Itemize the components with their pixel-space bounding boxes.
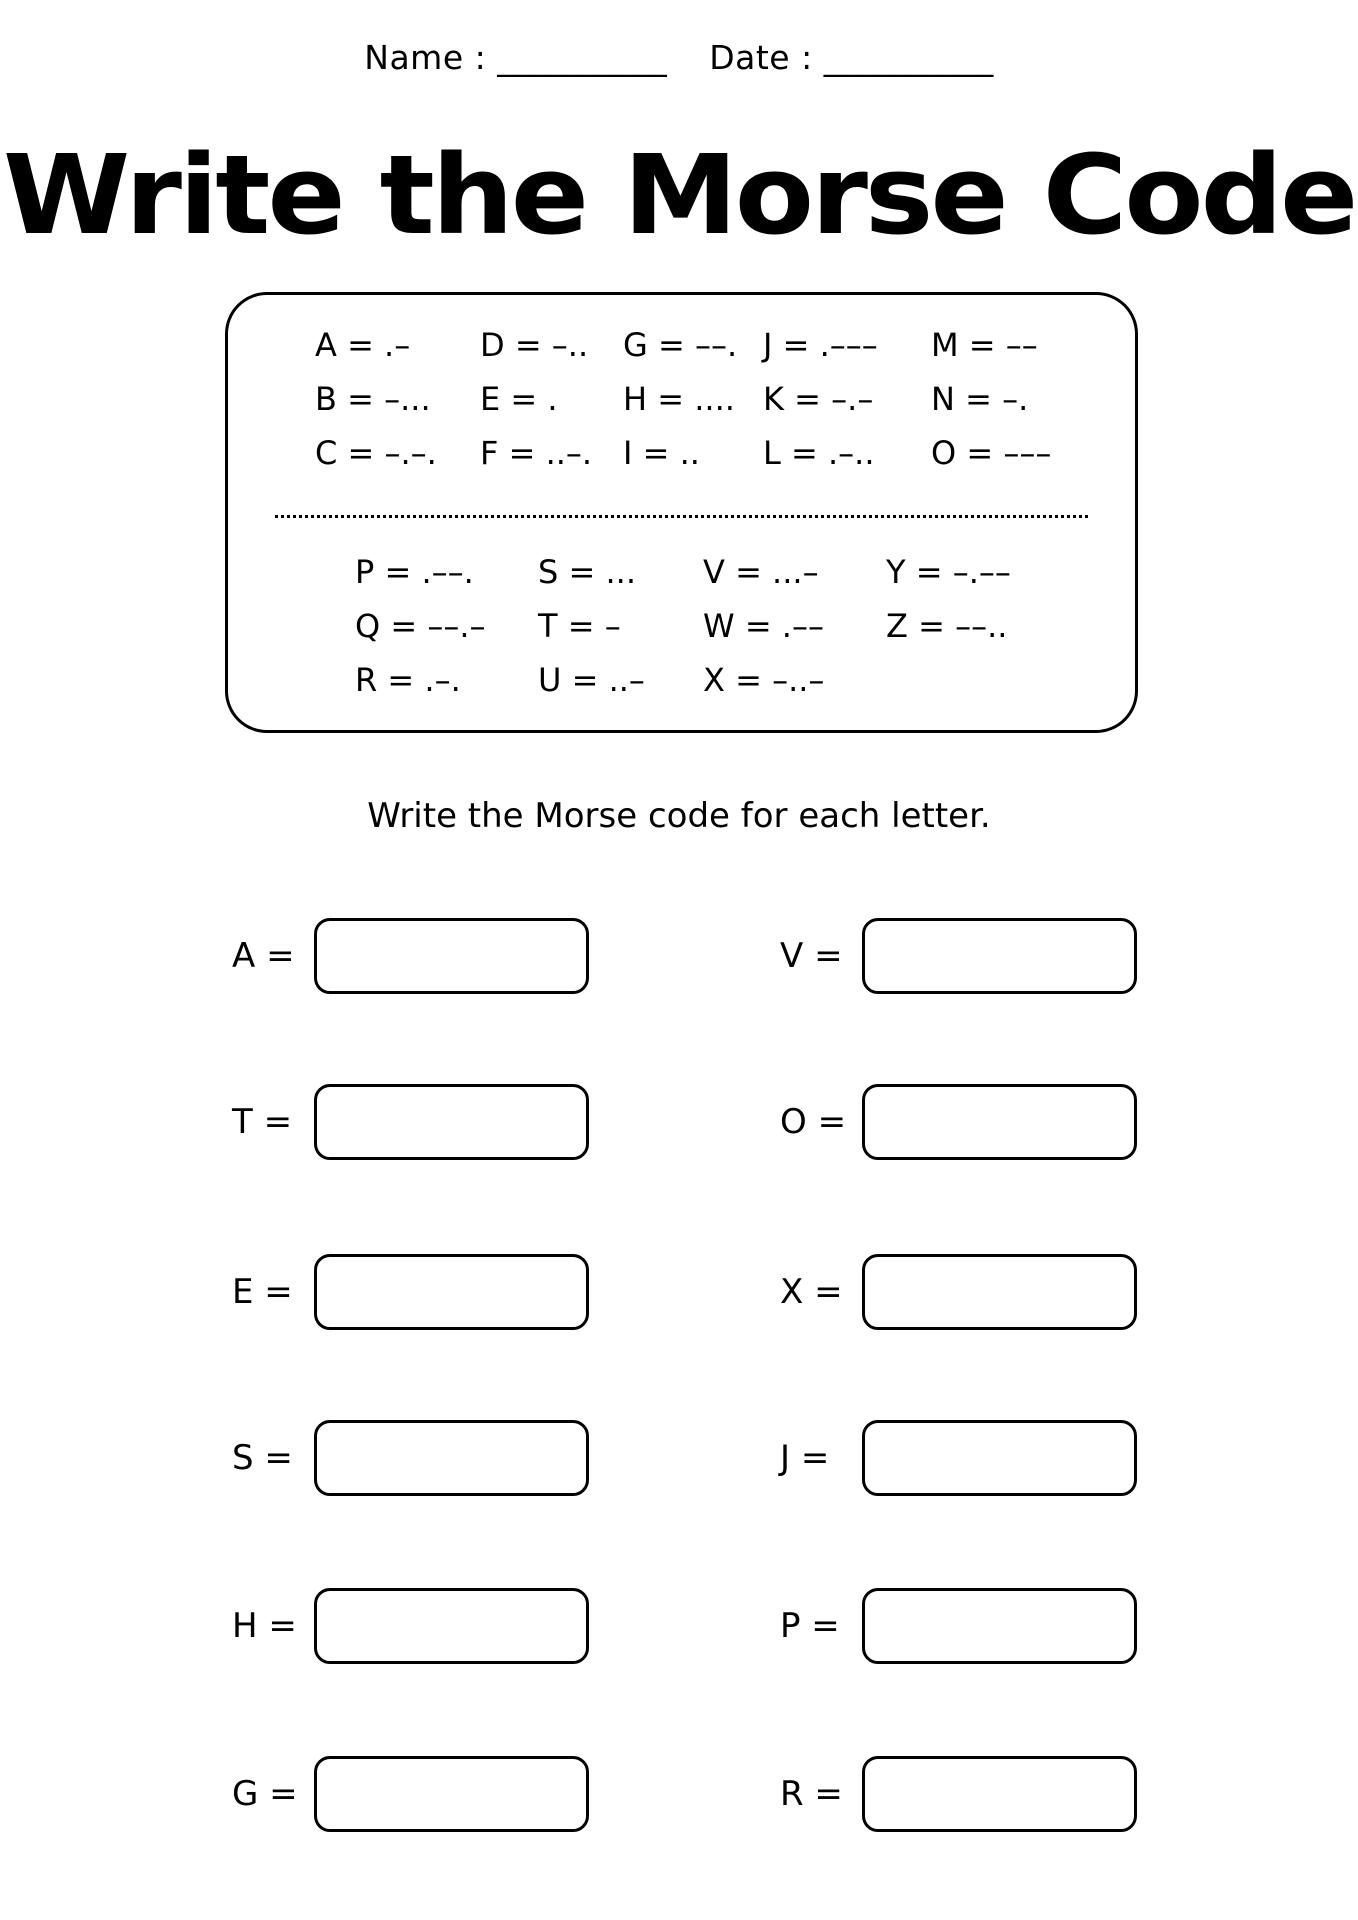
answer-box[interactable] (862, 1756, 1137, 1832)
exercise-item (232, 1588, 682, 1664)
chart-row (228, 374, 1135, 424)
exercise-label: P = (780, 1606, 840, 1646)
exercise-label: S = (232, 1438, 293, 1478)
chart-row (228, 601, 1135, 651)
chart-entry: W = .–– (703, 607, 824, 645)
exercise-item (232, 1254, 682, 1330)
chart-row (228, 428, 1135, 478)
chart-entry: P = .––. (355, 553, 474, 591)
answer-box[interactable] (862, 1420, 1137, 1496)
exercise-label: X = (780, 1272, 843, 1312)
exercise-item (780, 918, 1230, 994)
answer-box[interactable] (314, 1420, 589, 1496)
chart-entry: U = ..– (538, 661, 645, 699)
chart-entry: N = –. (931, 380, 1029, 418)
morse-reference-chart (225, 292, 1138, 733)
date-blank[interactable]: __________ (823, 38, 994, 77)
exercise-item (780, 1254, 1230, 1330)
instruction-text: Write the Morse code for each letter. (367, 796, 991, 836)
exercise-label: A = (232, 936, 295, 976)
dotted-divider (275, 515, 1088, 518)
chart-entry: G = ––. (623, 326, 738, 364)
chart-entry: Z = ––.. (886, 607, 1008, 645)
chart-entry: D = –.. (480, 326, 589, 364)
name-label: Name : (364, 38, 487, 77)
chart-entry: O = ––– (931, 434, 1052, 472)
exercise-label: E = (232, 1272, 293, 1312)
answer-box[interactable] (314, 1084, 589, 1160)
chart-entry: Y = –.–– (886, 553, 1011, 591)
chart-entry: X = –..– (703, 661, 825, 699)
chart-entry: J = .––– (763, 326, 878, 364)
exercise-label: O = (780, 1102, 847, 1142)
answer-box[interactable] (314, 1756, 589, 1832)
chart-entry: C = –.–. (315, 434, 437, 472)
chart-entry: M = –– (931, 326, 1038, 364)
chart-entry: K = –.– (763, 380, 874, 418)
chart-entry: S = ... (538, 553, 636, 591)
chart-entry: Q = ––.– (355, 607, 486, 645)
answer-box[interactable] (314, 1588, 589, 1664)
exercise-item (780, 1588, 1230, 1664)
answer-box[interactable] (862, 1254, 1137, 1330)
exercise-label: J = (780, 1438, 830, 1478)
exercise-label: T = (232, 1102, 293, 1142)
exercise-label: R = (780, 1774, 843, 1814)
chart-entry: T = – (538, 607, 621, 645)
answer-box[interactable] (862, 918, 1137, 994)
date-label: Date : (709, 38, 813, 77)
exercise-item (232, 1420, 682, 1496)
chart-entry: L = .–.. (763, 434, 875, 472)
name-blank[interactable]: __________ (497, 38, 668, 77)
exercise-item (780, 1756, 1230, 1832)
chart-entry: B = –... (315, 380, 431, 418)
exercise-label: H = (232, 1606, 297, 1646)
answer-box[interactable] (862, 1588, 1137, 1664)
chart-entry: H = .... (623, 380, 735, 418)
exercise-item (780, 1084, 1230, 1160)
exercise-label: V = (780, 936, 843, 976)
name-date-header (0, 38, 1358, 77)
chart-entry: F = ..–. (480, 434, 593, 472)
exercise-item (232, 918, 682, 994)
answer-box[interactable] (862, 1084, 1137, 1160)
chart-entry: R = .–. (355, 661, 461, 699)
chart-entry: A = .– (315, 326, 411, 364)
chart-entry: V = ...– (703, 553, 819, 591)
exercise-label: G = (232, 1774, 298, 1814)
page-title: Write the Morse Code (2, 131, 1356, 259)
answer-box[interactable] (314, 1254, 589, 1330)
chart-row (228, 547, 1135, 597)
exercise-item (232, 1756, 682, 1832)
chart-entry: I = .. (623, 434, 700, 472)
chart-row (228, 320, 1135, 370)
exercise-item (232, 1084, 682, 1160)
exercise-item (780, 1420, 1230, 1496)
answer-box[interactable] (314, 918, 589, 994)
chart-entry: E = . (480, 380, 558, 418)
chart-row (228, 655, 1135, 705)
